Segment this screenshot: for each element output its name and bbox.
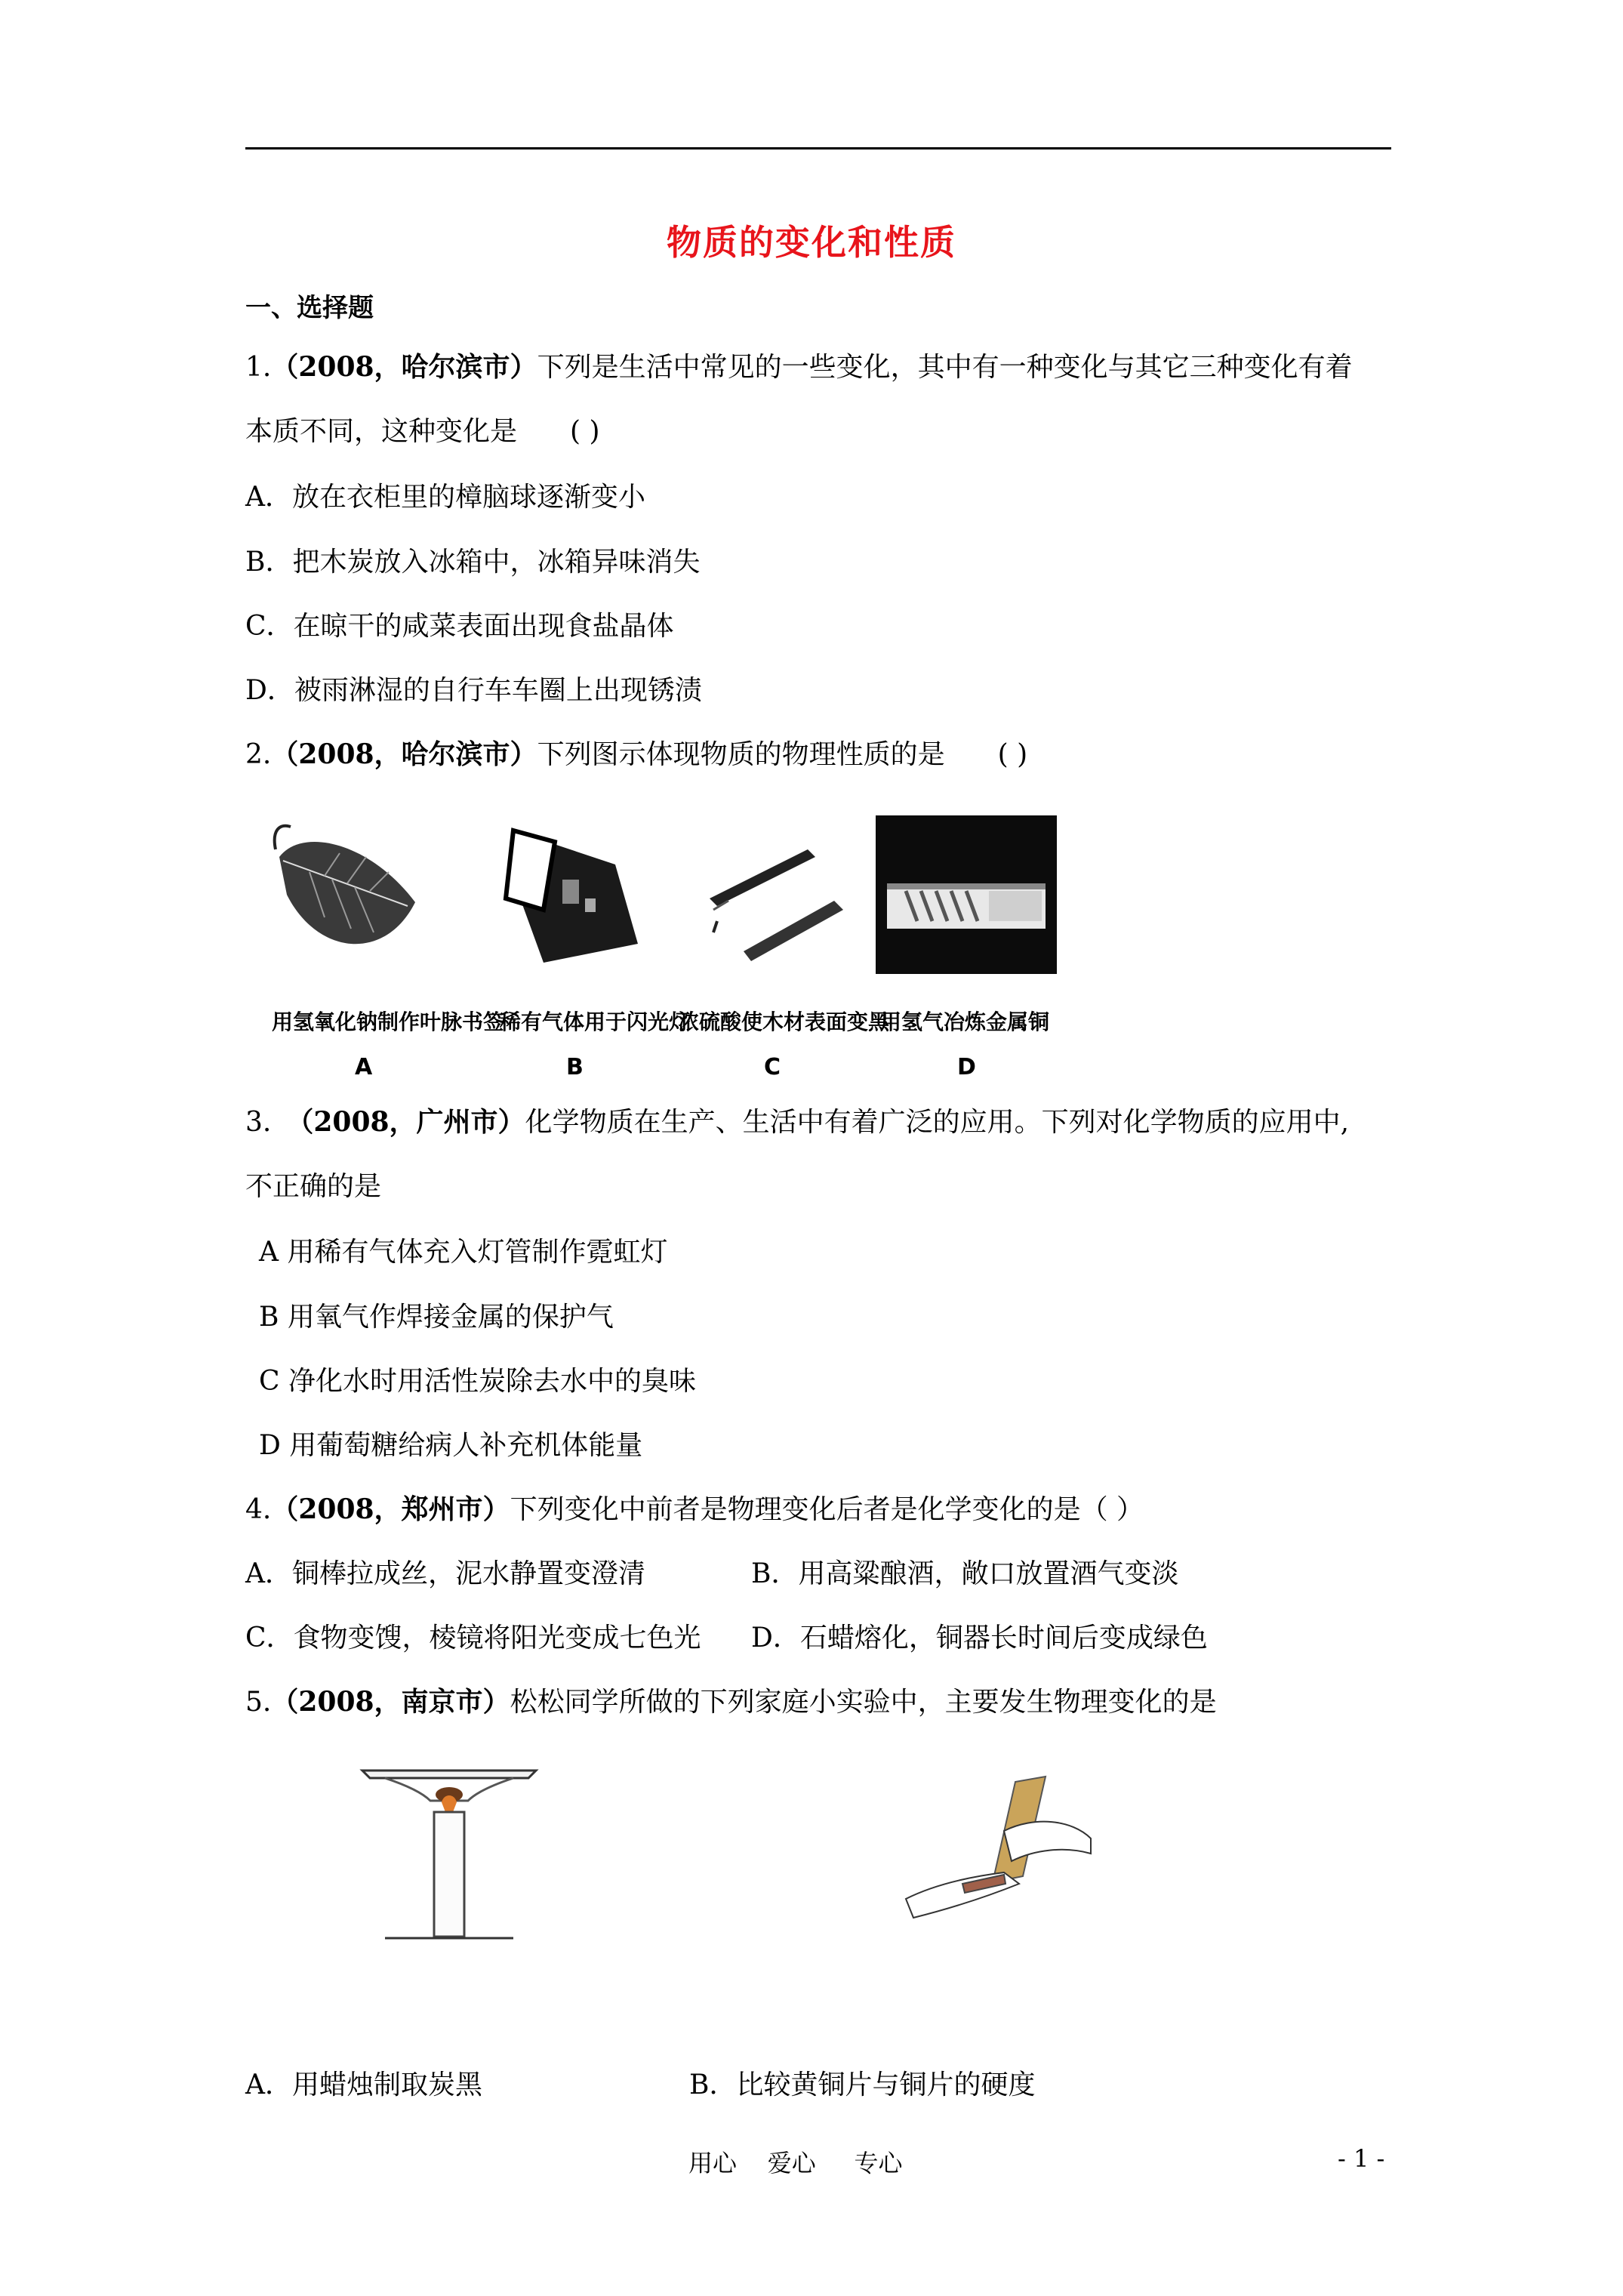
option-letter-c: C	[764, 1054, 781, 1080]
option-letter-b: B	[566, 1054, 584, 1080]
flash-lamp-image	[483, 812, 676, 974]
q1-option-d: D．被雨淋湿的自行车车圈上出现锈渍	[245, 675, 702, 706]
q3-option-a: A 用稀有气体充入灯管制作霓虹灯	[259, 1237, 668, 1268]
page-number: - 1 -	[1338, 2144, 1385, 2173]
caption-c: 浓硫酸使木材表面变黑	[678, 1009, 890, 1034]
caption-a: 用氢氧化钠制作叶脉书签	[272, 1009, 505, 1034]
q1-option-a: A．放在衣柜里的樟脑球逐渐变小	[245, 482, 645, 513]
q5-stem: 5.（2008，南京市）松松同学所做的下列家庭小实验中，主要发生物理变化的是	[245, 1686, 1217, 1718]
q1-option-b: B．把木炭放入冰箱中，冰箱异味消失	[245, 547, 701, 578]
footer-motto: 用心 爱心 专心	[688, 2149, 903, 2177]
hydrogen-tube-image	[876, 815, 1057, 974]
q3-option-d: D 用葡萄糖给病人补充机体能量	[259, 1430, 643, 1461]
q4-option-c: C．食物变馊，棱镜将阳光变成七色光	[245, 1623, 701, 1653]
q4-option-d: D．石蜡熔化，铜器长时间后变成绿色	[751, 1623, 1208, 1653]
q3-option-c: C 净化水时用活性炭除去水中的臭味	[259, 1366, 696, 1397]
q5-option-a: A．用蜡烛制取炭黑	[245, 2069, 482, 2100]
caption-b: 稀有气体用于闪光灯	[500, 1009, 691, 1034]
page-title: 物质的变化和性质	[667, 222, 956, 263]
q4-option-a: A．铜棒拉成丝，泥水静置变澄清	[245, 1558, 645, 1589]
q4-option-b: B．用高粱酿酒，敞口放置酒气变淡	[751, 1558, 1179, 1589]
option-letter-a: A	[355, 1054, 373, 1080]
q1-stem-line1: 1.（2008，哈尔滨市）下列是生活中常见的一些变化，其中有一种变化与其它三种变化有着	[245, 351, 1353, 383]
q3-option-b: B 用氧气作焊接金属的保护气	[259, 1302, 614, 1333]
section-heading: 一、选择题	[245, 293, 374, 323]
wood-sticks-image	[683, 812, 876, 974]
q1-stem-line2: 本质不同，这种变化是 ( )	[245, 416, 600, 447]
q3-stem-line2: 不正确的是	[245, 1171, 382, 1202]
candle-plate-image	[355, 1755, 544, 1952]
leaf-skeleton-image	[257, 812, 449, 974]
q4-stem: 4.（2008，郑州市）下列变化中前者是物理变化后者是化学变化的是（ ）	[245, 1493, 1144, 1525]
q3-stem-line1: 3. （2008，广州市）化学物质在生产、生活中有着广泛的应用。下列对化学物质的应用中,	[245, 1106, 1350, 1138]
q1-option-c: C．在晾干的咸菜表面出现食盐晶体	[245, 611, 674, 642]
caption-d: 用氢气冶炼金属铜	[880, 1009, 1050, 1034]
option-letter-d: D	[957, 1054, 976, 1080]
metal-scratch-image	[891, 1771, 1102, 1937]
q2-stem: 2.（2008，哈尔滨市）下列图示体现物质的物理性质的是 ( )	[245, 738, 1028, 770]
q5-option-b: B．比较黄铜片与铜片的硬度	[689, 2069, 1036, 2100]
header-rule	[245, 147, 1391, 149]
